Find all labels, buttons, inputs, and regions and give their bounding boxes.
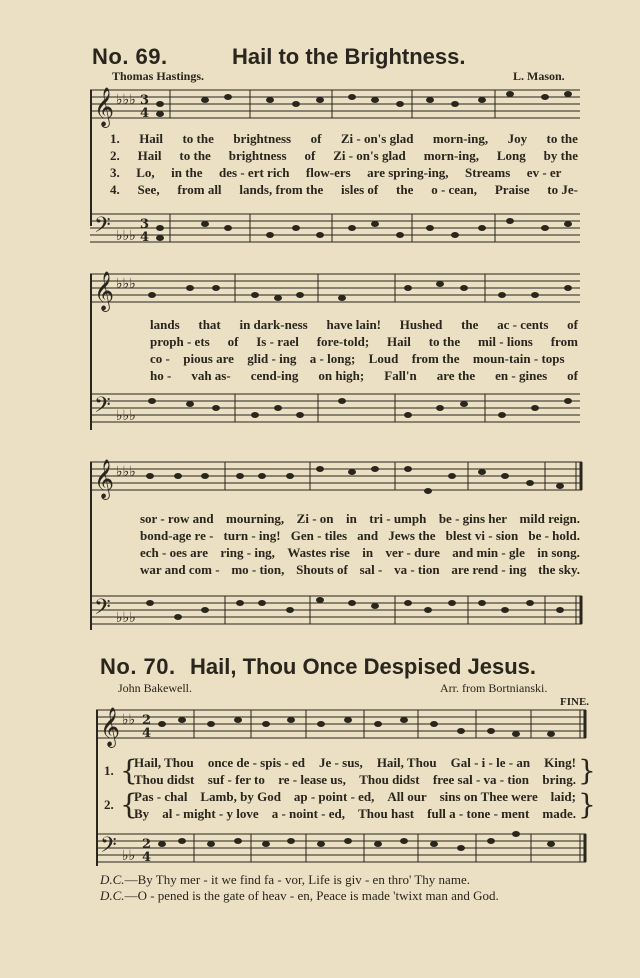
svg-text:𝄢: 𝄢 [100, 833, 117, 863]
verse-number: 2. [104, 797, 114, 812]
lyric-syllable: King! [544, 755, 576, 770]
lyric-syllable: Thou didst [134, 772, 195, 787]
lyric-syllable: brightness [228, 148, 287, 163]
lyric-syllable: Pas - chal [134, 789, 188, 804]
lyric-syllable: be - gins her [438, 511, 508, 526]
hymn-70-number: No. 70. [100, 654, 176, 679]
lyric-syllable: moun-tain - tops [472, 351, 565, 366]
lyric-syllable: Lo, [136, 165, 155, 180]
lyric-syllable: be - hold. [528, 528, 580, 543]
lyric-syllable: Je - sus, [319, 755, 363, 770]
lyric-syllable: made. [542, 806, 576, 821]
verse-4-line [140, 561, 580, 578]
lyric-syllable: Gal - i - le - an [450, 755, 531, 770]
lyric-syllable: Hail, Thou [376, 755, 437, 770]
lyric-syllable: Gen - tiles [290, 528, 348, 543]
right-brace: } [578, 754, 596, 787]
lyric-syllable: to the [182, 131, 214, 146]
lyric-syllable: o - cean, [431, 182, 478, 197]
verse-2-line-b [134, 805, 576, 822]
verse-2-line [140, 527, 580, 544]
system2-treble-staff [90, 270, 590, 320]
svg-text:♭♭♭: ♭♭♭ [116, 92, 136, 108]
left-brace: { [120, 754, 138, 787]
lyric-syllable: mil - lions [477, 334, 533, 349]
lyric-syllable: Shouts of [296, 562, 348, 577]
verse-1-line-a [134, 754, 576, 771]
system1-treble-staff [90, 86, 590, 136]
lyric-syllable: lands [150, 317, 180, 332]
hymn70-treble-staff [96, 706, 596, 756]
lyric-syllable: fore-told; [316, 334, 370, 349]
lyric-syllable: sins on Thee were [439, 789, 538, 804]
lyric-syllable: in the [171, 165, 203, 180]
lyric-syllable: Is - rael [256, 334, 299, 349]
lyric-syllable: and min - gle [452, 545, 525, 560]
lyric-syllable: isles of [341, 182, 379, 197]
verse-2-line [110, 147, 578, 164]
svg-text:♭♭♭: ♭♭♭ [116, 610, 136, 626]
lyric-syllable: from all [177, 182, 222, 197]
lyric-syllable: Zi - on's glad [340, 131, 414, 146]
lyric-syllable: Hail, Thou [134, 755, 194, 770]
system3-bass-staff [90, 592, 590, 642]
lyric-syllable: Praise [494, 182, 530, 197]
lyric-syllable: Zi - on's glad [333, 148, 406, 163]
lyric-syllable: vah as- [191, 368, 231, 383]
lyric-syllable: from [550, 334, 578, 349]
lyric-syllable: des - ert rich [219, 165, 290, 180]
lyric-syllable: mourning, [226, 511, 285, 526]
lyric-syllable: Thou didst [359, 772, 420, 787]
verse-1-line [110, 130, 578, 147]
svg-text:♭♭: ♭♭ [122, 712, 136, 728]
svg-text:𝄞: 𝄞 [100, 707, 121, 747]
svg-text:3: 3 [140, 217, 150, 232]
lyric-syllable: tri - umph [369, 511, 427, 526]
lyric-syllable: mild reign. [519, 511, 580, 526]
hymn-69-words-credit: Thomas Hastings. [112, 69, 205, 83]
lyric-syllable: bond-age re - [140, 528, 214, 543]
lyric-syllable: brightness [233, 131, 292, 146]
system3-treble-staff [90, 458, 590, 508]
svg-text:♭♭♭: ♭♭♭ [116, 408, 136, 424]
lyric-syllable: of [567, 368, 578, 383]
lyric-syllable: va - tion [394, 562, 440, 577]
lyric-syllable: bring. [542, 772, 576, 787]
verse-4-line [110, 181, 578, 198]
lyric-syllable: Hail [137, 148, 162, 163]
verse-4-line [150, 367, 578, 384]
lyric-syllable: once de - spis - ed [207, 755, 305, 770]
svg-text:4: 4 [142, 726, 152, 741]
verse-2-line [150, 333, 578, 350]
svg-text:𝄞: 𝄞 [94, 271, 115, 311]
svg-text:♭♭♭: ♭♭♭ [116, 228, 136, 244]
lyric-syllable: in [362, 545, 374, 560]
hymn-70-music-credit: Arr. from Bortnianski. [440, 681, 548, 695]
lyric-syllable: are spring-ing, [367, 165, 449, 180]
lyric-syllable: 1. [110, 131, 120, 146]
lyric-syllable: of [227, 334, 239, 349]
svg-text:𝄞: 𝄞 [94, 459, 115, 499]
lyric-syllable: morn-ing, [423, 148, 479, 163]
lyric-syllable: the sky. [538, 562, 580, 577]
lyric-syllable: turn - ing! [223, 528, 281, 543]
lyric-syllable: 2. [110, 148, 120, 163]
lyric-syllable: by the [543, 148, 578, 163]
verse-1-line [150, 316, 578, 333]
lyric-syllable: that [198, 317, 221, 332]
verse-lines [134, 754, 576, 788]
lyric-syllable: sor - row and [140, 511, 214, 526]
lyric-syllable: mo - tion, [231, 562, 285, 577]
lyric-syllable: en - gines [495, 368, 548, 383]
lyric-syllable: a - long; [309, 351, 356, 366]
lyric-syllable: the [396, 182, 414, 197]
lyric-syllable: in [345, 511, 357, 526]
system1-bass-staff [90, 210, 590, 260]
lyric-syllable: 4. [110, 182, 120, 197]
svg-text:𝄞: 𝄞 [94, 87, 115, 127]
lyric-syllable: 3. [110, 165, 120, 180]
lyric-syllable: ech - oes are [140, 545, 208, 560]
lyric-syllable: of [310, 131, 322, 146]
verse-1-line-b [134, 771, 576, 788]
lyric-syllable: Hail [387, 334, 411, 349]
lyric-syllable: Lamb, by God [200, 789, 281, 804]
lyric-syllable: free sal - va - tion [432, 772, 530, 787]
hymn-70-words-credit: John Bakewell. [118, 681, 192, 695]
svg-text:2: 2 [142, 837, 152, 852]
lyric-syllable: Streams [465, 165, 511, 180]
lyric-syllable: the [461, 317, 479, 332]
hymn-69-title: Hail to the Brightness. [232, 44, 466, 69]
lyric-syllable: By [134, 806, 150, 821]
lyric-syllable: All our [387, 789, 427, 804]
svg-text:♭♭: ♭♭ [122, 848, 136, 864]
lyric-syllable: Loud [368, 351, 399, 366]
svg-text:4: 4 [140, 230, 150, 245]
lyric-syllable: Wastes rise [287, 545, 350, 560]
lyric-syllable: Hail [139, 131, 164, 146]
hymn-69-number: No. 69. [92, 44, 168, 69]
verse-2-line-a [134, 788, 576, 805]
dc-label: D.C. [100, 872, 125, 887]
right-brace: } [578, 788, 596, 821]
svg-text:♭♭♭: ♭♭♭ [116, 464, 136, 480]
lyric-syllable: Zi - on [296, 511, 334, 526]
lyric-syllable: in dark-ness [239, 317, 308, 332]
svg-text:4: 4 [142, 850, 152, 865]
verse-number: 1. [104, 763, 114, 778]
lyric-syllable: al - might - y love [162, 806, 259, 821]
svg-text:2: 2 [142, 713, 152, 728]
lyric-syllable: of [304, 148, 316, 163]
svg-text:♭♭♭: ♭♭♭ [116, 276, 136, 292]
svg-text:4: 4 [140, 106, 150, 121]
lyric-syllable: to the [179, 148, 211, 163]
hymn-69-music-credit: L. Mason. [513, 69, 565, 83]
dc-line-2 [100, 888, 499, 904]
dc-text: —By Thy mer - it we find fa - vor, Life is giv - en thro' Thy name. [124, 872, 470, 887]
lyric-syllable: to the [428, 334, 461, 349]
lyric-syllable: are rend - ing [451, 562, 527, 577]
verse-3-line [110, 164, 578, 181]
lyric-syllable: a - noint - ed, [271, 806, 346, 821]
system2-bass-staff [90, 390, 590, 440]
lyric-syllable: proph - ets [150, 334, 210, 349]
lyric-syllable: to the [546, 131, 578, 146]
lyric-syllable: cend-ing [250, 368, 299, 383]
lyric-syllable: ver - dure [385, 545, 440, 560]
lyric-syllable: in song. [537, 545, 580, 560]
lyric-syllable: Jews the [388, 528, 436, 543]
lyric-syllable: ev - er [526, 165, 562, 180]
svg-text:𝄢: 𝄢 [94, 595, 111, 625]
lyric-syllable: co - [150, 351, 170, 366]
lyric-syllable: laid; [550, 789, 576, 804]
lyric-syllable: Hushed [399, 317, 443, 332]
lyric-syllable: full a - tone - ment [427, 806, 530, 821]
lyric-syllable: lands, from the [239, 182, 324, 197]
lyric-syllable: war and com - [140, 562, 220, 577]
svg-text:𝄢: 𝄢 [94, 213, 111, 243]
lyric-syllable: to Je- [547, 182, 578, 197]
svg-text:𝄢: 𝄢 [94, 393, 111, 423]
verse-3-line [150, 350, 578, 367]
lyric-syllable: See, [137, 182, 160, 197]
hymn-69-system3-lyrics [140, 510, 580, 578]
dc-line-1 [100, 872, 470, 888]
lyric-syllable: pious are [183, 351, 234, 366]
lyric-syllable: from the [411, 351, 460, 366]
lyric-syllable: of [567, 317, 578, 332]
lyric-syllable: sal - [359, 562, 383, 577]
lyric-syllable: on high; [318, 368, 365, 383]
lyric-syllable: morn-ing, [432, 131, 489, 146]
lyric-syllable: ho - [150, 368, 172, 383]
verse-3-line [140, 544, 580, 561]
lyric-syllable: ring - ing, [220, 545, 275, 560]
hymn-70-title: Hail, Thou Once Despised Jesus. [190, 654, 536, 679]
lyric-syllable: have lain! [326, 317, 382, 332]
dc-text: —O - pened is the gate of heav - en, Peace is made 'twixt man and God. [124, 888, 499, 903]
lyric-syllable: Long [496, 148, 526, 163]
lyric-syllable: glid - ing [247, 351, 297, 366]
lyric-syllable: ap - point - ed, [293, 789, 375, 804]
svg-text:3: 3 [140, 93, 150, 108]
lyric-syllable: and [357, 528, 379, 543]
verse-lines [134, 788, 576, 822]
fine-marking: FINE. [560, 696, 590, 708]
lyric-syllable: blest vi - sion [445, 528, 519, 543]
left-brace: { [120, 788, 138, 821]
lyric-syllable: flow-ers [305, 165, 351, 180]
verse-1-line [140, 510, 580, 527]
lyric-syllable: Fall'n [384, 368, 417, 383]
lyric-syllable: re - lease us, [278, 772, 346, 787]
lyric-syllable: are the [436, 368, 476, 383]
lyric-syllable: ac - cents [497, 317, 549, 332]
hymn-69-system1-lyrics [110, 130, 578, 198]
lyric-syllable: Joy [507, 131, 528, 146]
hymn-69-system2-lyrics [150, 316, 578, 384]
dc-label: D.C. [100, 888, 125, 903]
lyric-syllable: suf - fer to [207, 772, 265, 787]
lyric-syllable: Thou hast [358, 806, 415, 821]
